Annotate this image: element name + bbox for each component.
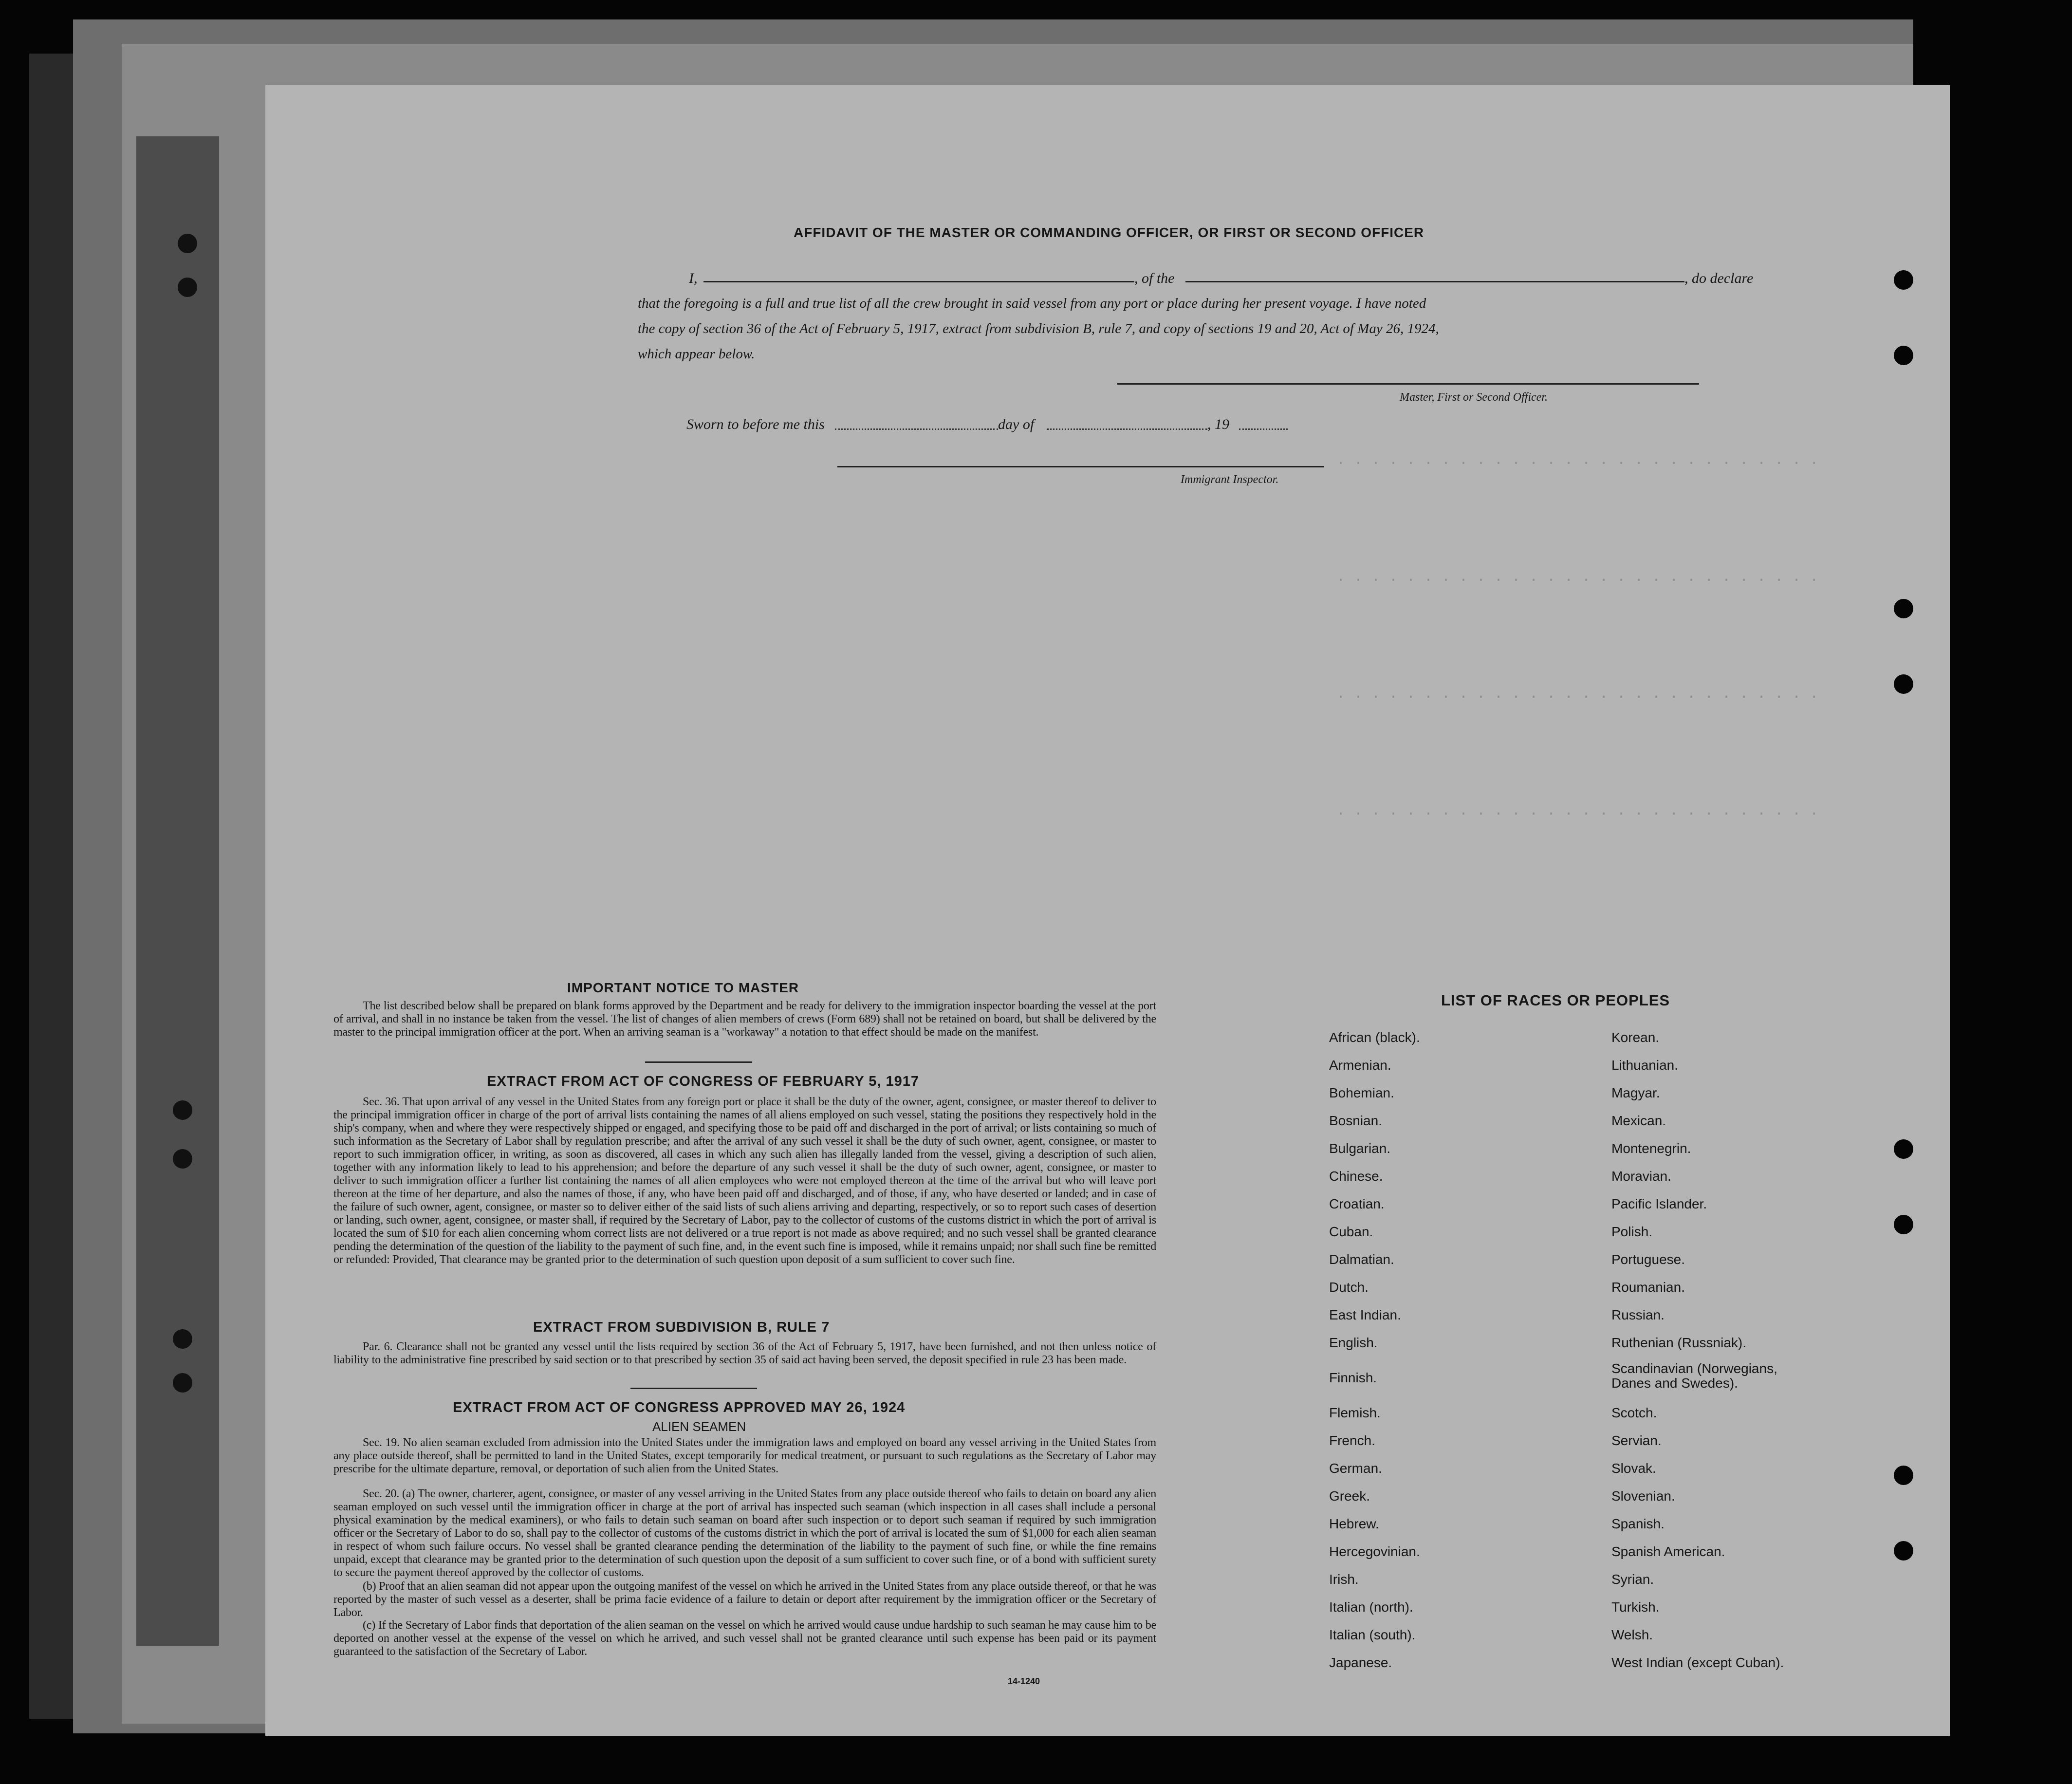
race-item-right: Welsh.: [1611, 1627, 1653, 1642]
race-item-left: English.: [1329, 1335, 1378, 1350]
race-item-left: Flemish.: [1329, 1405, 1381, 1420]
race-item-right: Slovak.: [1611, 1461, 1656, 1476]
binding-hole: [178, 234, 197, 253]
race-item-right: Scotch.: [1611, 1405, 1657, 1420]
sworn-month-field[interactable]: [1047, 428, 1207, 430]
race-item-left: Hercegovinian.: [1329, 1544, 1420, 1559]
race-item-right: Spanish American.: [1611, 1544, 1725, 1559]
race-item-right: Lithuanian.: [1611, 1058, 1679, 1073]
sec19-text: Sec. 19. No alien seaman excluded from admission into the United States under the immigration laws and employed on board any vessel arriving in the United States from any place outside thereof, shall be permitted to land in the United States, except temporarily for medical treatment, or pursuant to such regulations as the Secretary of Labor may prescribe for the ultimate departure, removal, or deportation of such alien from the United States.: [333, 1436, 1156, 1475]
master-signature-label: Master, First or Second Officer.: [1400, 391, 1548, 404]
race-item-left: Bulgarian.: [1329, 1141, 1391, 1156]
master-name-line[interactable]: [703, 281, 1134, 282]
race-item-left: Japanese.: [1329, 1655, 1392, 1670]
master-signature-line[interactable]: [1117, 383, 1699, 385]
race-item-right: Mexican.: [1611, 1113, 1666, 1128]
races-title: LIST OF RACES OR PEOPLES: [1441, 992, 1670, 1009]
document-page: [265, 85, 1950, 1736]
race-item-left: German.: [1329, 1461, 1382, 1476]
race-item-left: Hebrew.: [1329, 1516, 1379, 1531]
race-item-right: Montenegrin.: [1611, 1141, 1691, 1156]
bleed-through-text: · · · · · · · · · · · · · · · · · · · · · · · · · · · ·: [1336, 572, 1819, 589]
section-divider: [645, 1061, 752, 1063]
race-item-right: Polish.: [1611, 1224, 1653, 1239]
race-item-right: Moravian.: [1611, 1169, 1671, 1184]
notice-text: The list described below shall be prepared on blank forms approved by the Department and be ready for delivery to the immigration inspector boarding the vessel at the port of arrival, and shall in no instance be taken from the vessel. The list of changes of alien members of crews (Form 689) shall not be retained on board, but shall be delivered by the master to the principal immigration officer at the port. When an arriving seaman is a "workaway" a notation to that effect should be made on the manifest.: [333, 1000, 1156, 1039]
race-item-right: Slovenian.: [1611, 1488, 1675, 1504]
punch-hole: [1894, 674, 1913, 694]
bleed-through-text: · · · · · · · · · · · · · · · · · · · · · · · · · · · ·: [1336, 806, 1819, 822]
race-item-right: Turkish.: [1611, 1599, 1660, 1615]
race-item-left: Bosnian.: [1329, 1113, 1382, 1128]
race-item-left: Armenian.: [1329, 1058, 1391, 1073]
form-code: 14-1240: [1008, 1676, 1040, 1686]
binding-hole: [173, 1373, 192, 1393]
bleed-through-text: · · · · · · · · · · · · · · · · · · · · · · · · · · · ·: [1336, 455, 1819, 472]
punch-hole: [1894, 346, 1913, 365]
section-divider: [630, 1388, 757, 1389]
affidavit-do-declare-label: , do declare: [1684, 270, 1754, 286]
binding-edge: [136, 136, 219, 1646]
alien-seamen-subtitle: ALIEN SEAMEN: [652, 1419, 746, 1434]
rule7-title: EXTRACT FROM SUBDIVISION B, RULE 7: [533, 1319, 830, 1335]
race-item-left: Italian (south).: [1329, 1627, 1416, 1642]
race-item-left: African (black).: [1329, 1030, 1420, 1045]
rule7-text: Par. 6. Clearance shall not be granted any vessel until the lists required by section 36 of the Act of February 5, 1917, have been furnished, and not then unless notice of liability to the administrative fine prescribed by said section or to that prescribed by section 35 of said act having been served, the deposit specified in rule 23 has been made.: [333, 1340, 1156, 1366]
race-item-right: Portuguese.: [1611, 1252, 1685, 1267]
bleed-through-text: · · · · · · · · · · · · · · · · · · · · · · · · · · · ·: [1336, 689, 1819, 706]
race-item-left: Finnish.: [1329, 1370, 1377, 1385]
sec20b-text: (b) Proof that an alien seaman did not appear upon the outgoing manifest of the vessel on which he arrived in the United States from any place outside thereof, or that he was reported by the master of such vessel as a deserter, shall be prima facie evidence of a failure to detain or deport after requirement by the immigration officer or the Secretary of Labor.: [333, 1580, 1156, 1619]
race-item-right: Magyar.: [1611, 1085, 1660, 1100]
extract-1924-title: EXTRACT FROM ACT OF CONGRESS APPROVED MAY 26, 1924: [453, 1400, 906, 1415]
extract-1917-title: EXTRACT FROM ACT OF CONGRESS OF FEBRUARY 5, 1917: [487, 1074, 920, 1089]
race-item-right: Spanish.: [1611, 1516, 1665, 1531]
race-item-right: Syrian.: [1611, 1572, 1654, 1587]
race-item-left: Greek.: [1329, 1488, 1370, 1504]
punch-hole: [1894, 1139, 1913, 1159]
race-item-left: Bohemian.: [1329, 1085, 1394, 1100]
race-item-right: Russian.: [1611, 1307, 1665, 1322]
sec20a-text: Sec. 20. (a) The owner, charterer, agent, consignee, or master of any vessel arriving in the United States from any place outside thereof who fails to detain on board any alien seaman employed on such vessel until the immigration officer in charge at the port of arrival has inspected such seaman (which inspection in all cases shall include a personal physical examination by the medical examiners), or who fails to detain such seaman on board after such inspection or to deport such seaman if required by such immigration officer or the Secretary of Labor to do so, shall pay to the collector of customs of the customs district in which the port of arrival is located the sum of $1,000 for each alien seaman in respect of whom such failure occurs. No vessel shall be granted clearance pending the determination of the liability to the payment of such fine, or while the fine remains unpaid, except that clearance may be granted prior to the determination of such question upon the deposit of a sum sufficient to cover such fine, or of a bond with sufficient surety to secure the payment thereof approved by the collector of customs.: [333, 1487, 1156, 1579]
race-item-left: Dutch.: [1329, 1280, 1369, 1295]
race-item-right: Roumanian.: [1611, 1280, 1685, 1295]
vessel-name-line[interactable]: [1185, 281, 1684, 282]
race-item-left: Cuban.: [1329, 1224, 1373, 1239]
inspector-label: Immigrant Inspector.: [1181, 473, 1279, 486]
affidavit-i-label: I,: [689, 270, 698, 286]
year-label: , 19: [1207, 416, 1229, 432]
sworn-label: Sworn to before me this: [686, 416, 825, 432]
binding-hole: [173, 1149, 192, 1169]
race-item-right: Servian.: [1611, 1433, 1662, 1448]
race-item-right: Scandinavian (Norwegians, Danes and Swedes).: [1611, 1361, 1777, 1391]
affidavit-body-line-2: the copy of section 36 of the Act of February 5, 1917, extract from subdivision B, rule 7, and copy of sections 19 and 20, Act of May 26, 1924,: [638, 321, 1439, 336]
race-item-left: Croatian.: [1329, 1196, 1385, 1211]
inspector-signature-line[interactable]: [837, 466, 1324, 467]
race-item-left: East Indian.: [1329, 1307, 1401, 1322]
race-item-left: Irish.: [1329, 1572, 1359, 1587]
punch-hole: [1894, 599, 1913, 618]
binding-hole: [173, 1329, 192, 1349]
affidavit-body-line-1: that the foregoing is a full and true list of all the crew brought in said vessel from any port or place during her present voyage. I have noted: [638, 296, 1426, 311]
race-item-right: Ruthenian (Russniak).: [1611, 1335, 1747, 1350]
race-item-right: West Indian (except Cuban).: [1611, 1655, 1784, 1670]
race-item-right: Pacific Islander.: [1611, 1196, 1707, 1211]
binding-strip: [29, 54, 73, 1719]
punch-hole: [1894, 1466, 1913, 1485]
binding-hole: [178, 278, 197, 297]
punch-hole: [1894, 1215, 1913, 1234]
race-item-right: Korean.: [1611, 1030, 1660, 1045]
binding-hole: [173, 1100, 192, 1120]
affidavit-of-the-label: , of the: [1134, 270, 1175, 286]
race-item-left: Dalmatian.: [1329, 1252, 1394, 1267]
affidavit-title: AFFIDAVIT OF THE MASTER OR COMMANDING OFFICER, OR FIRST OR SECOND OFFICER: [794, 225, 1424, 240]
notice-title: IMPORTANT NOTICE TO MASTER: [567, 980, 799, 995]
race-item-left: French.: [1329, 1433, 1375, 1448]
race-item-left: Chinese.: [1329, 1169, 1383, 1184]
day-of-label: day of: [998, 416, 1035, 432]
affidavit-body-line-3: which appear below.: [638, 346, 755, 362]
race-item-left: Italian (north).: [1329, 1599, 1413, 1615]
sec20c-text: (c) If the Secretary of Labor finds that deportation of the alien seaman on the vessel on which he arrived would cause undue hardship to such seaman he may cause him to be deported on another vessel at the expense of the vessel on which he arrived, and such vessel shall not be granted clearance until such expense has been paid or its payment guaranteed to the satisfaction of the Secretary of Labor.: [333, 1619, 1156, 1658]
extract-1917-text: Sec. 36. That upon arrival of any vessel in the United States from any foreign port or place it shall be the duty of the owner, agent, consignee, or master thereof to deliver to the principal immigration officer in charge of the port of arrival lists containing the names of all aliens employed on such vessel, stating the positions they respectively hold in the ship's company, when and where they were respectively shipped or engaged, and specifying those to be paid off and discharged in the port of arrival; or lists containing so much of such information as the Secretary of Labor shall by regulation prescribe; and after the arrival of any such vessel it shall be the duty of such owner, agent, consignee, or master to report to such immigration officer, in writing, as soon as discovered, all cases in which any such alien has illegally landed from the vessel, giving a description of such alien, together with any information likely to lead to his apprehension; and before the departure of any such vessel it shall be the duty of such owner, agent, consignee, or master to deliver to such immigration officer a further list containing the names of all alien employees who were not employed thereon at the time of the arrival but who will leave port thereon at the time of her departure, and also the names of those, if any, who have been paid off and discharged, and of those, if any, who have deserted or landed; and in case of the failure of such owner, agent, consignee, or master so to deliver either of the said lists of such aliens arriving and departing, respectively, or so to report such cases of desertion or landing, such owner, agent, consignee, or master shall, if required by the Secretary of Labor, pay to the collector of customs of the customs district in which the port of arrival is located the sum of $10 for each alien concerning whom correct lists are not delivered or a true report is not made as above required; and no such vessel shall be granted clearance pending the determination of the question of the liability to the payment of such fine, and, in the event such fine is imposed, while it remains unpaid; nor shall such fine be remitted or refunded: Provided, That clearance may be granted prior to the determination of such question upon deposit of a sum sufficient to cover such fine.: [333, 1096, 1156, 1266]
sworn-day-field[interactable]: [835, 428, 998, 430]
punch-hole: [1894, 1541, 1913, 1561]
sworn-year-field[interactable]: [1239, 428, 1288, 430]
punch-hole: [1894, 270, 1913, 290]
